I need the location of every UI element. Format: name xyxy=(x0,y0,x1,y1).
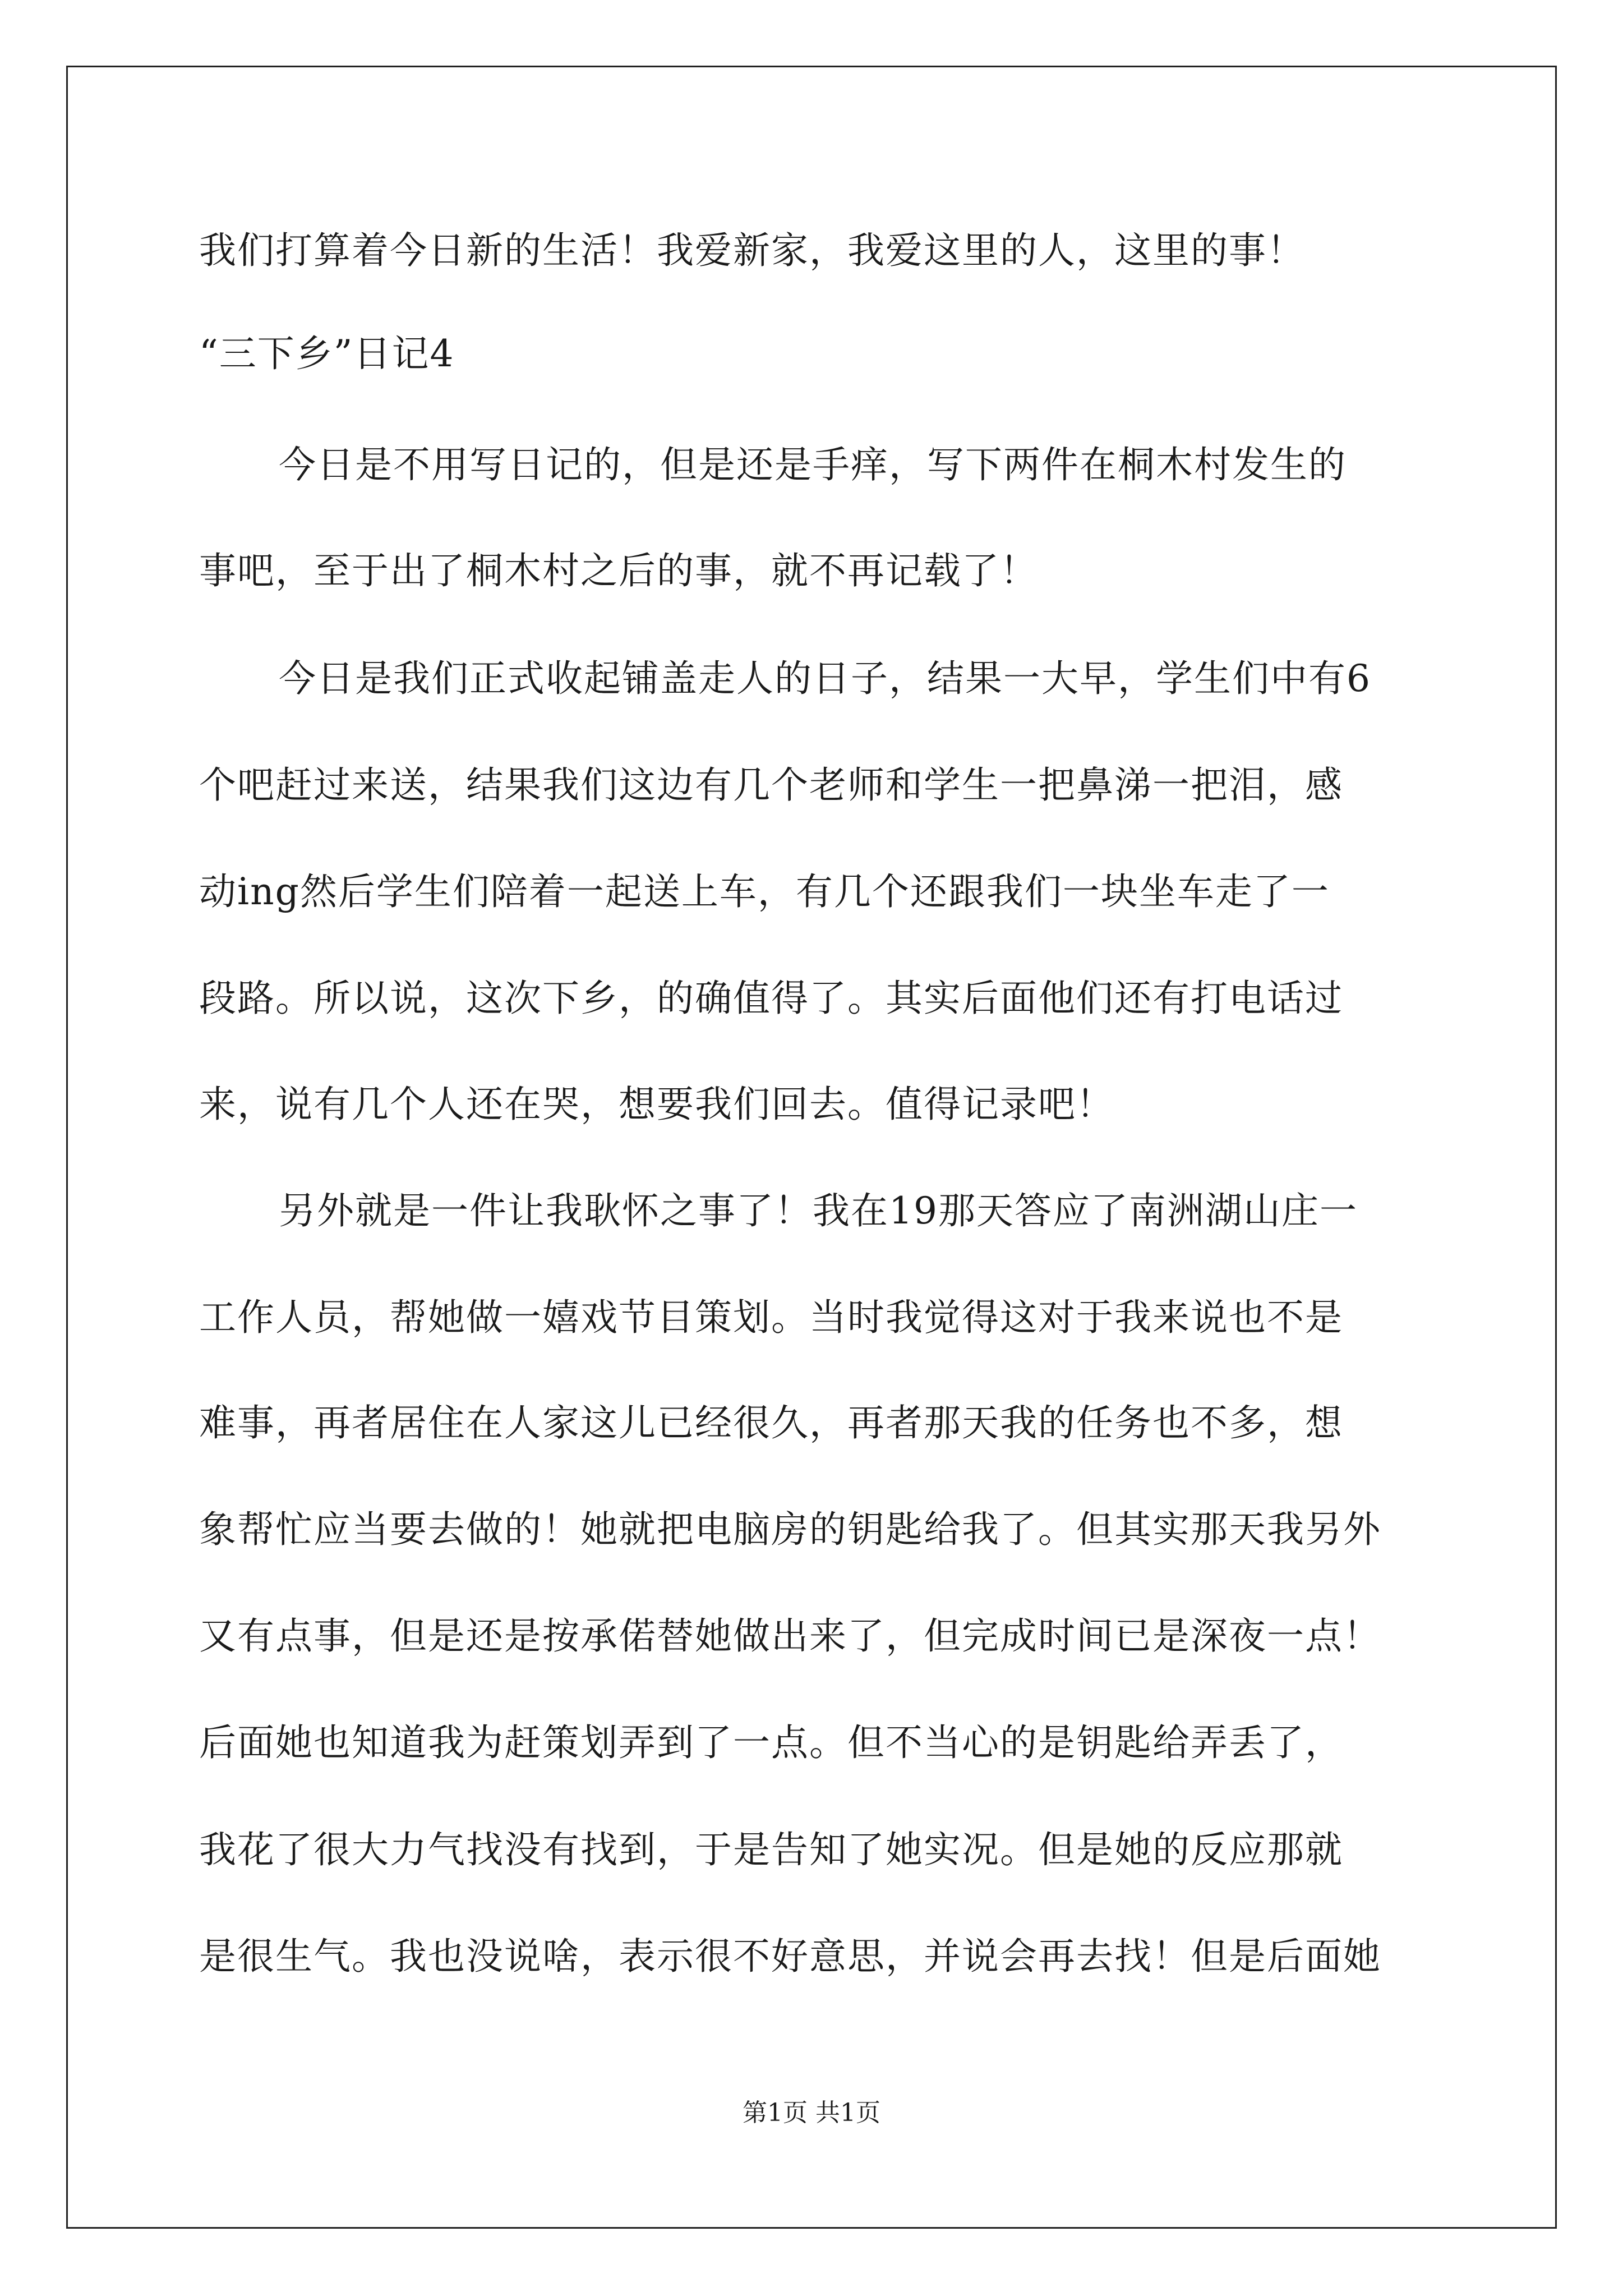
text-line: 今日是我们正式收起铺盖走人的日子，结果一大早，学生们中有6 xyxy=(279,657,1371,700)
text-line: 工作人员，帮她做一嬉戏节目策划。当时我觉得这对于我来说也不是 xyxy=(199,1296,1343,1339)
text-line: 事吧，至于出了桐木村之后的事，就不再记载了！ xyxy=(199,549,1038,592)
text-line: 又有点事，但是还是按承偌替她做出来了，但完成时间已是深夜一点！ xyxy=(199,1614,1381,1658)
page-border xyxy=(66,66,1557,2229)
text-line: 个吧赶过来送，结果我们这边有几个老师和学生一把鼻涕一把泪，感 xyxy=(199,763,1343,807)
text-line: 我们打算着今日新的生活！我爱新家，我爱这里的人，这里的事！ xyxy=(199,229,1305,272)
text-line: 我花了很大力气找没有找到，于是告知了她实况。但是她的反应那就 xyxy=(199,1828,1343,1871)
text-line: 难事，再者居住在人家这儿已经很久，再者那天我的任务也不多，想 xyxy=(199,1401,1343,1444)
section-heading: “三下乡”日记4 xyxy=(199,332,455,375)
text-line: 后面她也知道我为赶策划弄到了一点。但不当心的是钥匙给弄丢了， xyxy=(199,1721,1343,1764)
text-line: 象帮忙应当要去做的！她就把电脑房的钥匙给我了。但其实那天我另外 xyxy=(199,1508,1381,1551)
text-line: 另外就是一件让我耿怀之事了！我在19那天答应了南洲湖山庄一 xyxy=(279,1189,1358,1232)
page-footer: 第1页 共1页 xyxy=(743,2099,880,2127)
text-line: 来，说有几个人还在哭，想要我们回去。值得记录吧！ xyxy=(199,1083,1114,1126)
text-line: 动ing然后学生们陪着一起送上车，有几个还跟我们一块坐车走了一 xyxy=(199,870,1330,913)
text-line: 今日是不用写日记的，但是还是手痒，写下两件在桐木村发生的 xyxy=(279,443,1347,486)
text-line: 是很生气。我也没说啥，表示很不好意思，并说会再去找！但是后面她 xyxy=(199,1935,1381,1978)
text-line: 段路。所以说，这次下乡，的确值得了。其实后面他们还有打电话过 xyxy=(199,977,1343,1020)
